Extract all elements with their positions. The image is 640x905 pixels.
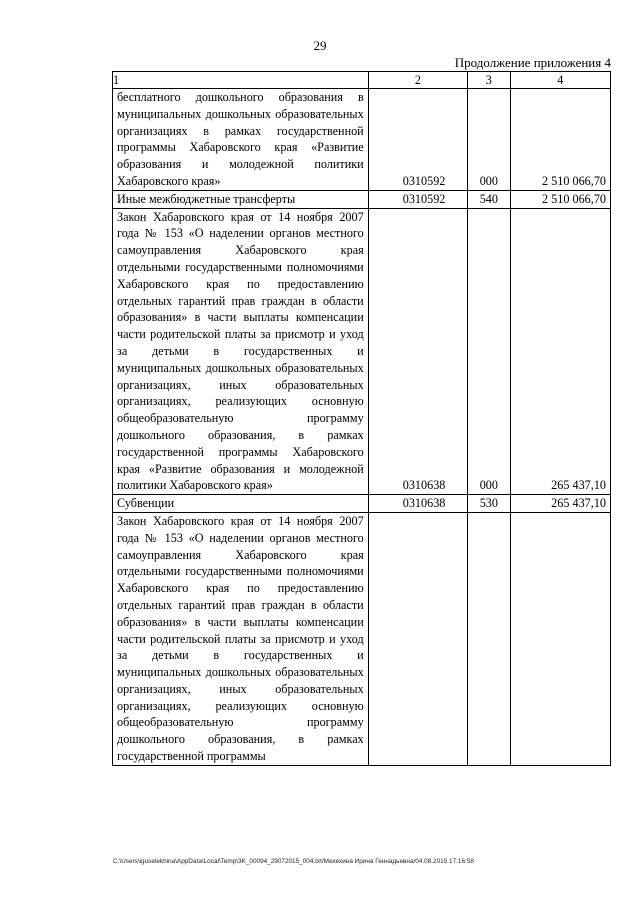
row-code: 0310592 — [368, 89, 467, 191]
table-row — [113, 190, 611, 208]
row-code: 0310592 — [368, 190, 467, 208]
row-amount: 2 510 066,70 — [510, 190, 610, 208]
row-amount: 265 437,10 — [510, 495, 610, 513]
row-description: Закон Хабаровского края от 14 ноября 2007 года № 153 «О наделении органов местного самоуправления Хабаровского края отдельными государственными полномочиями Хабаровского края по предоставлению отдельных гарантий прав граждан в области образования» в части выплаты компенсации части родительской платы за присмотр и уход за детьми в государственных и муниципальных дошкольных образовательных организациях, иных образовательных организациях, реализующих основную общеобразовательную программу дошкольного образования, в рамках государственной программы Хабаровского края «Развитие образования и молодежной политики Хабаровского края» — [113, 208, 369, 495]
row-type: 000 — [468, 89, 510, 191]
header-col-3: 3 — [468, 72, 510, 89]
row-description: бесплатного дошкольного образования в муниципальных дошкольных образовательных организациях в рамках государственной программы Хабаровского края «Развитие образования и молодежной политики Хабаровского края» — [113, 89, 369, 191]
row-type: 000 — [468, 208, 510, 495]
table-row — [113, 495, 611, 513]
budget-table — [112, 71, 611, 766]
header-col-4: 4 — [510, 72, 610, 89]
table-header-row — [113, 72, 611, 89]
row-amount: 265 437,10 — [510, 208, 610, 495]
row-type: 530 — [468, 495, 510, 513]
row-code: 0310638 — [368, 495, 467, 513]
row-code — [368, 512, 467, 765]
row-description: Субвенции — [113, 495, 369, 513]
table-row — [113, 208, 611, 495]
row-amount: 2 510 066,70 — [510, 89, 610, 191]
row-description: Закон Хабаровского края от 14 ноября 2007 года № 153 «О наделении органов местного самоуправления Хабаровского края отдельными государственными полномочиями Хабаровского края по предоставлению отдельных гарантий прав граждан в области образования» в части выплаты компенсации части родительской платы за присмотр и уход за детьми в государственных и муниципальных дошкольных образовательных организациях, иных образовательных организациях, реализующих основную общеобразовательную программу дошкольного образования, в рамках государственной программы — [113, 512, 369, 765]
row-code: 0310638 — [368, 208, 467, 495]
continuation-label: Продолжение приложения 4 — [454, 55, 611, 70]
row-type: 540 — [468, 190, 510, 208]
row-type — [468, 512, 510, 765]
header-col-2: 2 — [368, 72, 467, 89]
row-amount — [510, 512, 610, 765]
row-description: Иные межбюджетные трансферты — [113, 190, 369, 208]
page-number: 29 — [313, 38, 327, 53]
file-path-footer: C:\Users\iguselekhina\AppData\Local\Temp\3K_00094_29072015_004.txt/Мехехина Ирина Геннадьевна/04.08.2015 17:16:58 — [113, 858, 474, 865]
header-col-1: 1 — [113, 72, 369, 89]
table-row — [113, 512, 611, 765]
table-row — [113, 89, 611, 191]
